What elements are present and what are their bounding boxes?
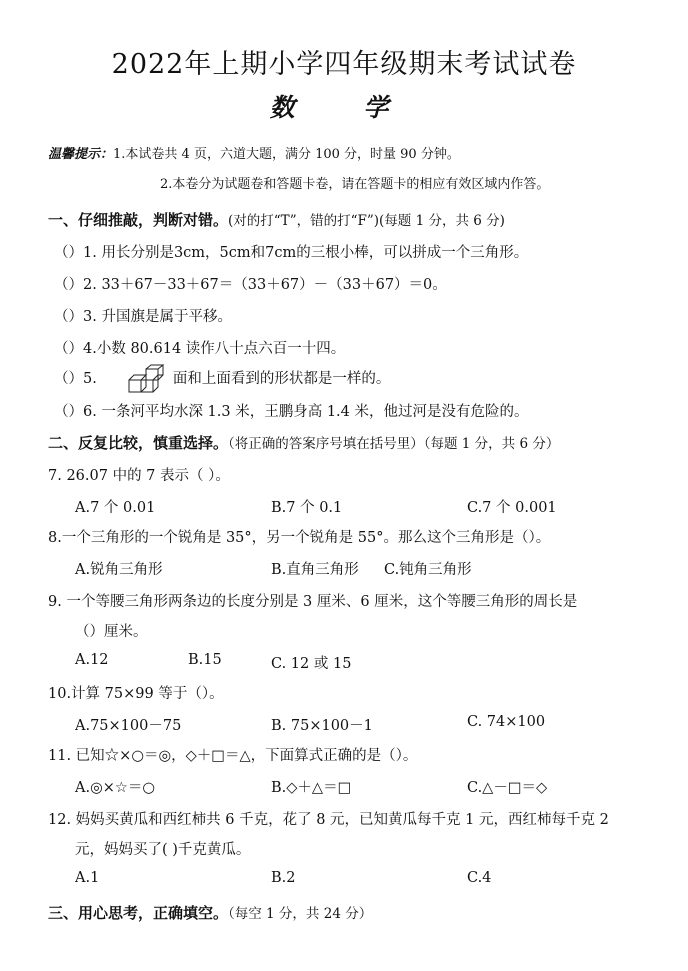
question-9-stem-2: （）厘米。: [75, 624, 148, 640]
question-11-option-c: C.△－□＝◇: [467, 780, 548, 796]
question-9-option-a: A.12: [75, 652, 109, 668]
section-1-note: (对的打“T”，错的打“F”)(每题 1 分，共 6 分): [228, 213, 505, 229]
question-11-stem: 11. 已知☆×○＝◎，◇＋□＝△，下面算式正确的是（）。: [48, 748, 418, 764]
section-1-title: 一、仔细推敲，判断对错。: [48, 211, 229, 229]
judge-item-5-tail: 面和上面看到的形状都是一样的。: [172, 371, 391, 387]
judge-item-5: [54, 364, 390, 394]
judge-item-4: （）4.小数 80.614 读作八十点六百一十四。: [54, 341, 346, 357]
section-2-title: 二、反复比较，慎重选择。: [48, 434, 229, 452]
question-7-stem: 7. 26.07 中的 7 表示（ ）。: [48, 468, 230, 484]
question-8-option-c: C.钝角三角形: [384, 562, 472, 578]
question-7-option-c: C.7 个 0.001: [467, 500, 557, 516]
question-9-stem: 9. 一个等腰三角形两条边的长度分别是 3 厘米、6 厘米，这个等腰三角形的周长是: [48, 594, 578, 610]
section-2-note: （将正确的答案序号填在括号里）（每题 1 分，共 6 分）: [228, 436, 560, 452]
question-7-option-a: A.7 个 0.01: [75, 500, 156, 516]
section-1-heading: [48, 209, 505, 230]
question-10-option-c: C. 74×100: [467, 714, 546, 730]
question-12-stem: 12. 妈妈买黄瓜和西红柿共 6 千克，花了 8 元，已知黄瓜每千克 1 元，西红柿每千克 2: [48, 812, 609, 828]
judge-item-3: （）3. 升国旗是属于平移。: [54, 309, 232, 325]
question-8-stem: 8.一个三角形的一个锐角是 35°，另一个锐角是 55°。那么这个三角形是（）。: [48, 530, 551, 546]
judge-item-1: （）1. 用长分别是3cm，5cm和7cm的三根小棒，可以拼成一个三角形。: [54, 245, 529, 261]
question-8-option-b: B.直角三角形: [271, 562, 359, 578]
cube-stack-figure: [127, 364, 171, 394]
section-3-heading: [48, 902, 372, 923]
question-11-option-a: A.◎×☆＝○: [75, 780, 156, 796]
question-8-option-a: A.锐角三角形: [75, 562, 163, 578]
tips-line-2: 2.本卷分为试题卷和答题卡卷，请在答题卡的相应有效区域内作答。: [160, 177, 550, 192]
exam-subject: 数 学: [269, 93, 419, 122]
tips-text-1: 1.本试卷共 4 页，六道大题，满分 100 分，时量 90 分钟。: [113, 147, 460, 162]
question-12-stem-2: 元，妈妈买了( )千克黄瓜。: [75, 842, 251, 858]
question-12-option-b: B.2: [271, 870, 296, 886]
section-3-title: 三、用心思考，正确填空。: [48, 904, 229, 922]
judge-item-2: （）2. 33＋67－33＋67＝（33＋67）－（33＋67）＝0。: [54, 277, 447, 293]
question-10-stem: 10.计算 75×99 等于（）。: [48, 686, 224, 702]
question-12-option-a: A.1: [75, 870, 100, 886]
exam-title: 2022年上期小学四年级期末考试试卷: [111, 49, 577, 80]
question-7-option-b: B.7 个 0.1: [271, 500, 343, 516]
question-9-option-c: C. 12 或 15: [271, 656, 352, 672]
judge-item-6: （）6. 一条河平均水深 1.3 米，王鹏身高 1.4 米，他过河是没有危险的。: [54, 404, 529, 420]
tips-line-1: [48, 143, 460, 162]
question-10-option-a: A.75×100－75: [75, 718, 182, 734]
section-2-heading: [48, 432, 559, 453]
tips-label: 温馨提示：: [48, 147, 114, 162]
question-12-option-c: C.4: [467, 870, 492, 886]
section-3-note: （每空 1 分，共 24 分）: [228, 906, 373, 922]
question-11-option-b: B.◇＋△＝□: [271, 780, 352, 796]
judge-item-5-label: （）5.: [54, 371, 97, 387]
question-9-option-b: B.15: [188, 652, 222, 668]
question-10-option-b: B. 75×100－1: [271, 718, 373, 734]
